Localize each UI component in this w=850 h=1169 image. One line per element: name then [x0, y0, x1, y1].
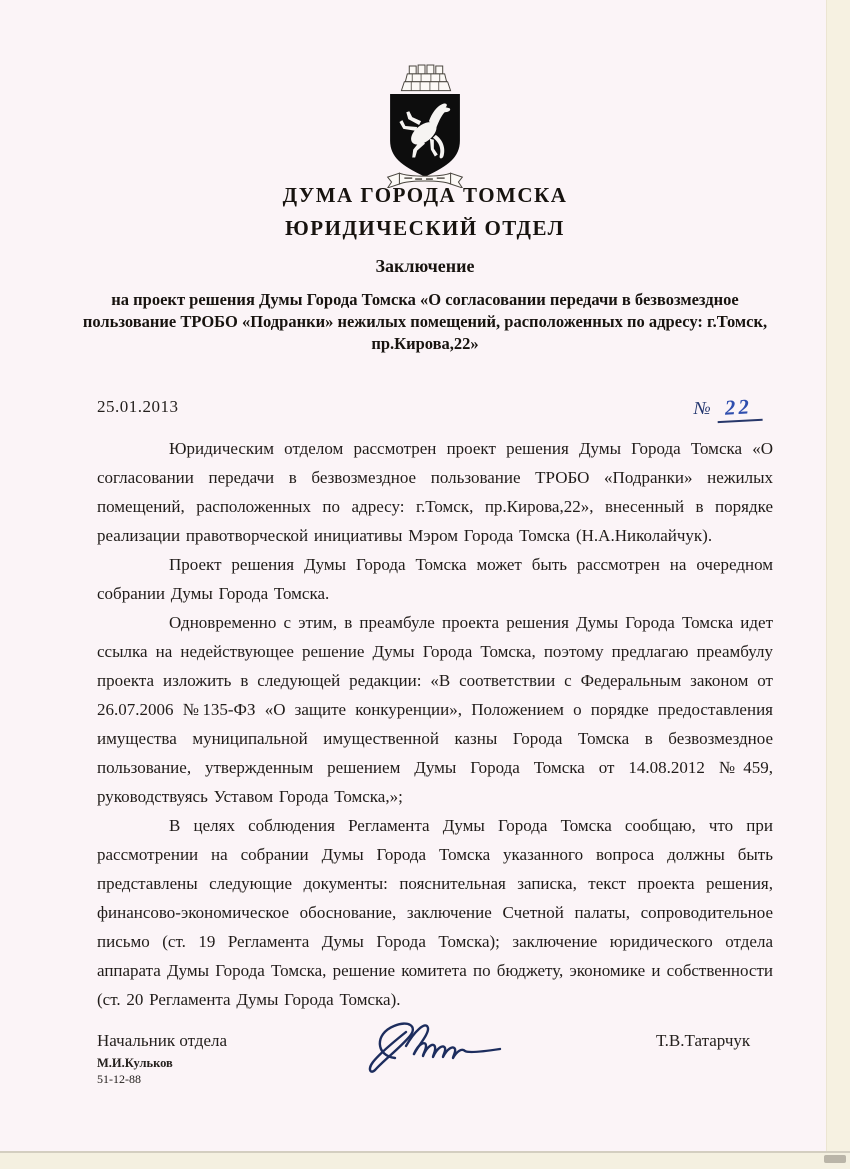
org-name-line2: ЮРИДИЧЕСКИЙ ОТДЕЛ — [285, 216, 565, 240]
executor-name: М.И.Кульков — [97, 1056, 173, 1070]
number-handwritten-value: 22 — [716, 394, 762, 423]
signer-position: Начальник отдела — [97, 1031, 228, 1050]
body-paragraph: Одновременно с этим, в преамбуле проекта решения Думы Города Томска идет ссылка на недействующее решение Думы Города Томска, поэтому предлагаю преамбулу проекта изложить в следующей редакции: «В соответствии с Федеральным законом от 26.07.2006 №135-ФЗ «О защите конкуренции», Положением о порядке предоставления имущества муниципальной имущественной казны Города Томска в безвозмездное пользование, утвержденным решением Думы Города Томска от 14.08.2012 №459, руководствуясь Уставом Города Томска,»; — [97, 613, 773, 806]
org-name-line1: ДУМА ГОРОДА ТОМСКА — [282, 183, 568, 207]
paper-edge-bottom — [0, 1151, 850, 1169]
body-paragraphs — [97, 434, 773, 1014]
document-subtitle: на проект решения Думы Города Томска «О согласовании передачи в безвозмездное пользование ТРОБО «Подранки» нежилых помещений, расположенных по адресу: г.Томск, пр.Кирова,22» — [82, 290, 768, 353]
body-paragraph: В целях соблюдения Регламента Думы Города Томска сообщаю, что при рассмотрении на собрании Думы Города Томска указанного вопроса должны быть представлены следующие документы: пояснительная записка, текст проекта решения, финансово-экономическое обоснование, заключение Счетной палаты, сопроводительное письмо (ст. 19 Регламента Думы Города Томска); заключение юридического отдела аппарата Думы Города Томска, решение комитета по бюджету, экономике и собственности (ст. 20 Регламента Думы Города Томска). — [97, 816, 773, 1009]
body-paragraph: Юридическим отделом рассмотрен проект решения Думы Города Томска «О согласовании передачи в безвозмездное пользование ТРОБО «Подранки» нежилых помещений, расположенных по адресу: г.Томск, пр.Кирова,22», внесенный в порядке реализации правотворческой инициативы Мэром Города Томска (Н.А.Николайчук). — [97, 439, 773, 545]
number-sign-label: № — [693, 398, 711, 418]
document-date: 25.01.2013 — [97, 397, 179, 416]
scan-smudge — [824, 1155, 846, 1163]
handwritten-signature-icon — [348, 1012, 563, 1089]
executor-phone: 51-12-88 — [97, 1072, 141, 1086]
tomsk-coat-of-arms-icon — [366, 62, 484, 193]
document-number — [694, 395, 762, 422]
signer-name: Т.В.Татарчук — [656, 1031, 751, 1050]
date-number-row — [97, 395, 770, 425]
body-paragraph: Проект решения Думы Города Томска может быть рассмотрен на очередном собрании Думы Города Томска. — [97, 555, 773, 603]
document-title: Заключение — [375, 256, 475, 276]
paper-edge-right — [826, 0, 850, 1169]
